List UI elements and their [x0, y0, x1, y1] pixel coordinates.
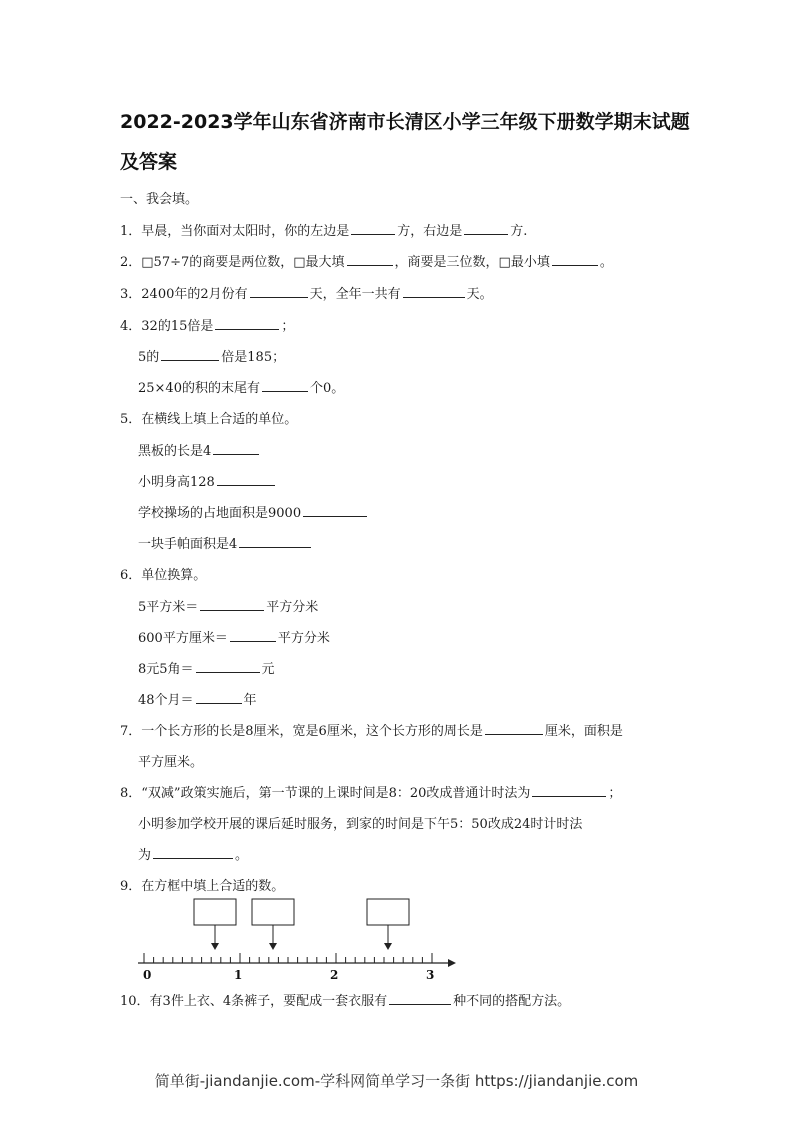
question-1: [120, 220, 527, 239]
q4-text-f: 个0。: [309, 381, 345, 396]
q7-text-b: 厘米，面积是: [544, 724, 623, 739]
answer-blank[interactable]: [351, 222, 395, 235]
q2-text-a: 2．□57÷7的商要是两位数，□最大填: [120, 255, 345, 270]
q5-text-d: 一块手帕面积是4: [138, 537, 238, 552]
q10-text-a: 10．有3件上衣、4条裤子，要配成一套衣服有: [120, 994, 388, 1009]
q8-text-a: 8．“双减”政策实施后，第一节课的上课时间是8：20改成普通计时法为: [120, 786, 531, 801]
question-7: [120, 720, 623, 739]
q6-text-d1: 48个月＝: [138, 693, 194, 708]
q1-text-a: 1．早晨，当你面对太阳时，你的左边是: [120, 224, 350, 239]
question-5-a: [138, 440, 261, 459]
q1-text-c: 方.: [510, 224, 528, 239]
answer-blank[interactable]: [196, 691, 242, 704]
q5-text-c: 学校操场的占地面积是9000: [138, 506, 302, 521]
answer-blank[interactable]: [239, 535, 311, 548]
number-line-arrowhead: [448, 959, 456, 967]
q4-text-c: 5的: [138, 350, 160, 365]
question-7-cont: 平方厘米。: [138, 755, 204, 770]
question-5: 5．在横线上填上合适的单位。: [120, 412, 298, 427]
question-10: [120, 990, 570, 1009]
question-8-cont: 小明参加学校开展的课后延时服务，到家的时间是下午5：50改成24时计时法: [138, 817, 583, 832]
answer-box[interactable]: [252, 899, 294, 925]
q6-text-b2: 平方分米: [277, 631, 330, 646]
answer-blank[interactable]: [230, 629, 276, 642]
answer-blank[interactable]: [153, 846, 233, 859]
q6-text-d2: 年: [243, 693, 257, 708]
q6-text-c2: 元: [261, 662, 275, 677]
question-6-d: [138, 689, 257, 708]
question-4: [120, 315, 294, 334]
answer-box[interactable]: [194, 899, 236, 925]
q4-text-a: 4．32的15倍是: [120, 319, 214, 334]
answer-box[interactable]: [367, 899, 409, 925]
q6-text-c1: 8元5角＝: [138, 662, 194, 677]
number-line-figure: [134, 893, 458, 985]
answer-blank[interactable]: [389, 992, 451, 1005]
arrow-head: [384, 943, 392, 950]
tick-label-1: 1: [234, 968, 243, 982]
question-9: 9．在方框中填上合适的数。: [120, 879, 285, 894]
arrow-head: [211, 943, 219, 950]
page-title: 2022-2023学年山东省济南市长清区小学三年级下册数学期末试题及答案: [120, 111, 690, 173]
question-6-c: [138, 658, 275, 677]
answer-blank[interactable]: [485, 722, 543, 735]
answer-blank[interactable]: [215, 317, 279, 330]
q2-text-b: ，商要是三位数，□最小填: [394, 255, 550, 270]
q2-text-c: 。: [599, 255, 613, 270]
q4-text-b: ；: [281, 319, 295, 334]
question-5-c: [138, 502, 369, 521]
answer-blank[interactable]: [303, 504, 367, 517]
question-6-b: [138, 627, 330, 646]
answer-blank[interactable]: [552, 253, 598, 266]
question-6: 6．单位换算。: [120, 568, 207, 583]
tick-label-2: 2: [330, 968, 339, 982]
question-8: [120, 782, 621, 801]
q3-text-b: 天，全年一共有: [309, 287, 401, 302]
q5-text-b: 小明身高128: [138, 475, 215, 490]
tick-label-0: 0: [143, 968, 152, 982]
answer-blank[interactable]: [217, 473, 275, 486]
q4-text-e: 25×40的积的末尾有: [138, 381, 260, 396]
answer-blank[interactable]: [213, 442, 259, 455]
question-5-b: [138, 471, 277, 490]
q8-text-e: 。: [235, 848, 249, 863]
q8-text-d: 为: [138, 848, 152, 863]
section-heading: 一、我会填。: [120, 192, 199, 207]
q5-text-a: 黑板的长是4: [138, 444, 212, 459]
question-2: [120, 251, 613, 270]
question-8-cont-2: [138, 844, 248, 863]
question-4-part-2: [138, 346, 285, 365]
q3-text-a: 3．2400年的2月份有: [120, 287, 248, 302]
q6-text-a1: 5平方米＝: [138, 600, 199, 615]
answer-blank[interactable]: [262, 379, 308, 392]
question-5-d: [138, 533, 313, 552]
q4-text-d: 倍是185；: [221, 350, 286, 365]
arrows: [215, 925, 388, 947]
answer-blank[interactable]: [403, 285, 465, 298]
q3-text-c: 天。: [466, 287, 493, 302]
answer-blank[interactable]: [161, 348, 219, 361]
question-6-a: [138, 596, 318, 615]
q10-text-b: 种不同的搭配方法。: [453, 994, 571, 1009]
ticks: [144, 953, 432, 963]
answer-blank[interactable]: [347, 253, 393, 266]
q1-text-b: 方，右边是: [397, 224, 463, 239]
question-3: [120, 283, 493, 302]
q8-text-b: ；: [608, 786, 622, 801]
q6-text-b1: 600平方厘米＝: [138, 631, 228, 646]
answer-blank[interactable]: [464, 222, 508, 235]
answer-blank[interactable]: [532, 784, 606, 797]
q6-text-a2: 平方分米: [266, 600, 319, 615]
answer-blank[interactable]: [200, 598, 264, 611]
tick-label-3: 3: [426, 968, 435, 982]
answer-blank[interactable]: [196, 660, 260, 673]
q7-text-a: 7．一个长方形的长是8厘米，宽是6厘米，这个长方形的周长是: [120, 724, 483, 739]
footer-watermark: 简单街-jiandanjie.com-学科网简单学习一条街 https://jiandanjie.com: [154, 1072, 639, 1090]
arrow-head: [269, 943, 277, 950]
answer-blank[interactable]: [250, 285, 308, 298]
question-4-part-3: [138, 377, 344, 396]
